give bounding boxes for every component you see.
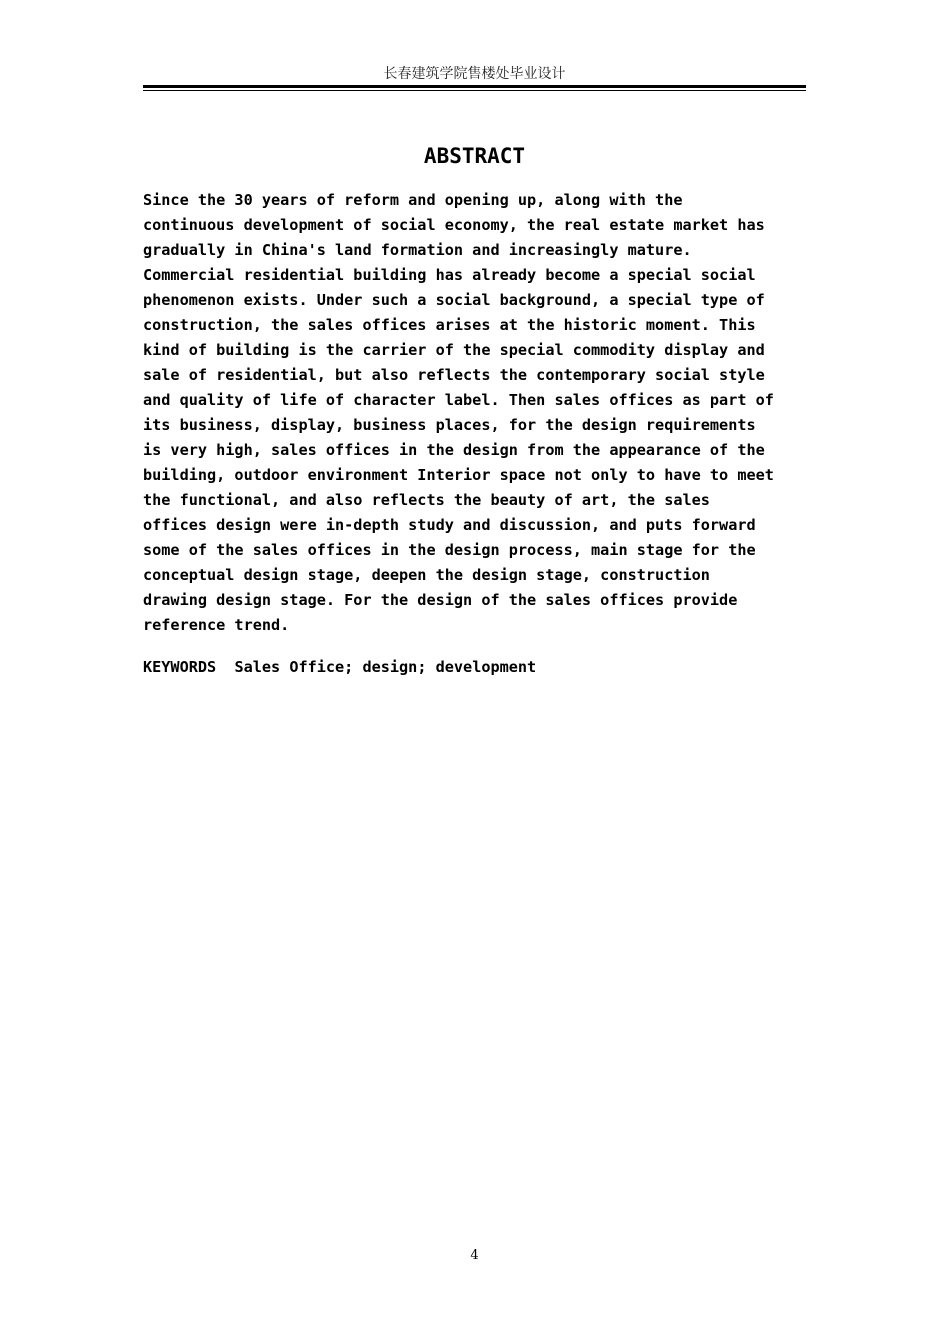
page-number: 4 (470, 1248, 479, 1263)
abstract-title: ABSTRACT (423, 144, 526, 168)
keywords-line (143, 655, 806, 680)
keywords-label: KEYWORDS (143, 658, 217, 676)
keywords-text: Sales Office; design; development (234, 658, 537, 676)
header-rule-thick (143, 85, 806, 88)
header-rule-thin (143, 90, 806, 91)
abstract-body: Since the 30 years of reform and opening up, along with the continuous development of social economy, the real estate market has gradually in China's land formation and increasingly mature. Commercial residential building has already become a special social phenomenon exists. Under such a social background, a special type of construction, the sales offices arises at the historic moment. This kind of building is the carrier of the special commodity display and sale of residential, but also reflects the contemporary social style and quality of life of character label. Then sales offices as part of its business, display, business places, for the design requirements is very high, sales offices in the design from the appearance of the building, outdoor environment Interior space not only to have to meet the functional, and also reflects the beauty of art, the sales offices design were in-depth study and discussion, and puts forward some of the sales offices in the design process, main stage for the conceptual design stage, deepen the design stage, construction drawing design stage. For the design of the sales offices provide reference trend. (143, 191, 774, 634)
running-header-title: 长春建筑学院售楼处毕业设计 (383, 66, 566, 82)
